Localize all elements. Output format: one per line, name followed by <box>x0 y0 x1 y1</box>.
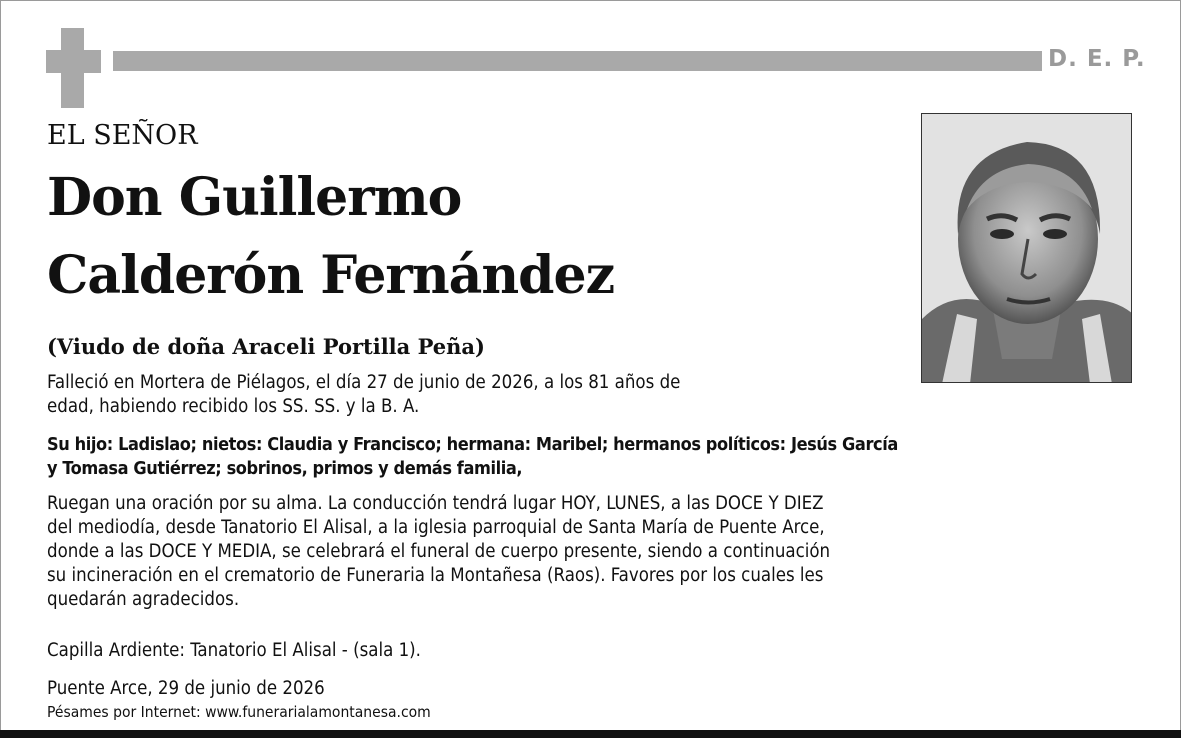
service-details-line: Ruegan una oración por su alma. La conducción tendrá lugar HOY, LUNES, a las DOCE Y DIEZ <box>47 493 824 514</box>
deceased-name-line2: Calderón Fernández <box>47 245 615 306</box>
deceased-name-line1: Don Guillermo <box>47 167 462 228</box>
family-list-line: y Tomasa Gutiérrez; sobrinos, primos y demás familia, <box>47 458 523 479</box>
service-details-line: su incineración en el crematorio de Funeraria la Montañesa (Raos). Favores por los cuales les <box>47 565 824 586</box>
service-details-line: quedarán agradecidos. <box>47 589 240 610</box>
death-details-line: Falleció en Mortera de Piélagos, el día 27 de junio de 2026, a los 81 años de <box>47 372 681 393</box>
death-details-line: edad, habiendo recibido los SS. SS. y la B. A. <box>47 396 420 417</box>
family-list <box>47 433 1122 481</box>
service-details <box>47 492 1122 612</box>
condolences-link: Pésames por Internet: www.funerarialamontanesa.com <box>47 703 431 721</box>
widow-note: (Viudo de doña Araceli Portilla Peña) <box>47 334 485 359</box>
family-list-line: Su hijo: Ladislao; nietos: Claudia y Francisco; hermana: Maribel; hermanos políticos: Jesús García <box>47 434 898 455</box>
death-details <box>47 371 907 419</box>
honorific: EL SEÑOR <box>47 120 198 151</box>
service-details-line: donde a las DOCE Y MEDIA, se celebrará el funeral de cuerpo presente, siendo a continuación <box>47 541 831 562</box>
cross-icon <box>46 28 101 108</box>
chapel-info: Capilla Ardiente: Tanatorio El Alisal - (sala 1). <box>47 640 421 661</box>
service-details-line: del mediodía, desde Tanatorio El Alisal, a la iglesia parroquial de Santa María de Puente Arce, <box>47 517 825 538</box>
place-date: Puente Arce, 29 de junio de 2026 <box>47 678 325 699</box>
dep-label: D. E. P. <box>1048 46 1146 72</box>
portrait-photo <box>921 113 1132 383</box>
header-rule <box>113 51 1042 71</box>
bottom-rule <box>0 730 1181 738</box>
